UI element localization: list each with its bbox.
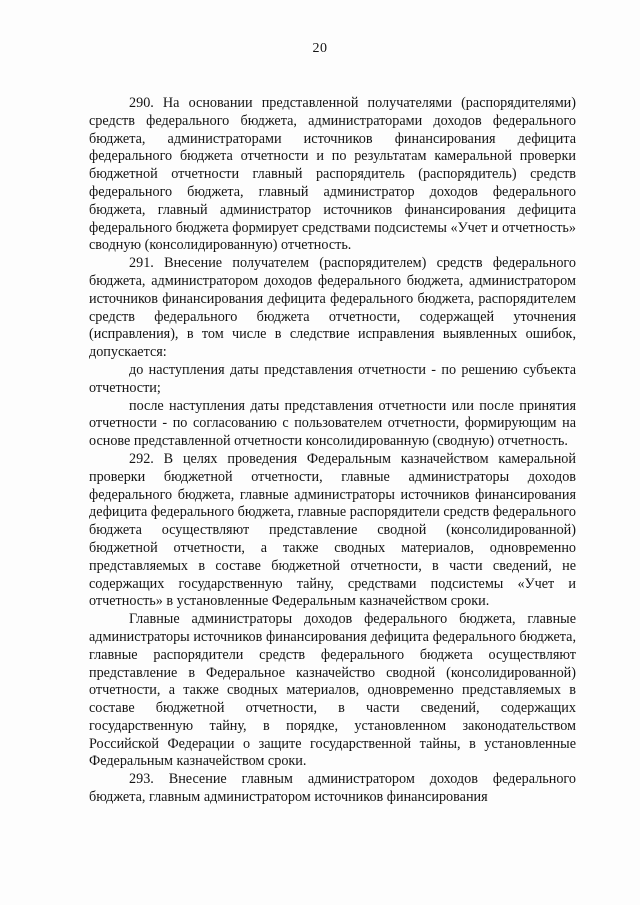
paragraph-292: 292. В целях проведения Федеральным казначейством камеральной проверки бюджетной отчетности, главные администраторы доходов федерального бюджета, главные администраторы источников финансирования дефицита федерального бюджета, главные распорядители средств федерального бюджета осуществляют представление сводной (консолидированной) бюджетной отчетности, а также сводных материалов, одновременно представляемых в составе бюджетной отчетности, в части сведений, не содержащих государственную тайну, средствами подсистемы «Учет и отчетность» в установленные Федеральным казначейством сроки.	[89, 450, 576, 610]
paragraph-290: 290. На основании представленной получателями (распорядителями) средств федерального бюджета, администраторами доходов федерального бюджета, администраторами источников финансирования дефицита федерального бюджета отчетности и по результатам камеральной проверки бюджетной отчетности главный распорядитель (распорядитель) средств федерального бюджета, главный администратор доходов федерального бюджета, главный администратор источников финансирования дефицита федерального бюджета формирует средствами подсистемы «Учет и отчетность» сводную (консолидированную) отчетность.	[89, 95, 576, 254]
paragraph-291: 291. Внесение получателем (распорядителем) средств федерального бюджета, администратором доходов федерального бюджета, администратором источников финансирования дефицита федерального бюджета, распорядителем средств федерального бюджета отчетности, содержащей уточнения (исправления), в том числе в следствие исправления выявленных ошибок, допускается:	[89, 255, 576, 361]
paragraph-291-item-after-date: после наступления даты представления отчетности или после принятия отчетности - по согласованию с пользователем отчетности, формирующим на основе представленной отчетности консолидированную (сводную) отчетность.	[89, 397, 576, 450]
paragraph-293: 293. Внесение главным администратором доходов федерального бюджета, главным администратором источников финансирования	[89, 771, 576, 806]
paragraph-291-item-before-date: до наступления даты представления отчетности - по решению субъекта отчетности;	[89, 361, 576, 396]
paragraph-292-secret: Главные администраторы доходов федерального бюджета, главные администраторы источников финансирования дефицита федерального бюджета, главные распорядители средств федерального бюджета осуществляют представление в Федеральное казначейство сводной (консолидированной) отчетности, а также сводных материалов, одновременно представляемых в составе бюджетной отчетности, в части сведений, содержащих государственную тайну, в порядке, установленном законодательством Российской Федерации о защите государственной тайны, в установленные Федеральным казначейством сроки.	[89, 611, 576, 770]
page-number: 20	[312, 41, 328, 56]
document-body	[89, 95, 576, 807]
